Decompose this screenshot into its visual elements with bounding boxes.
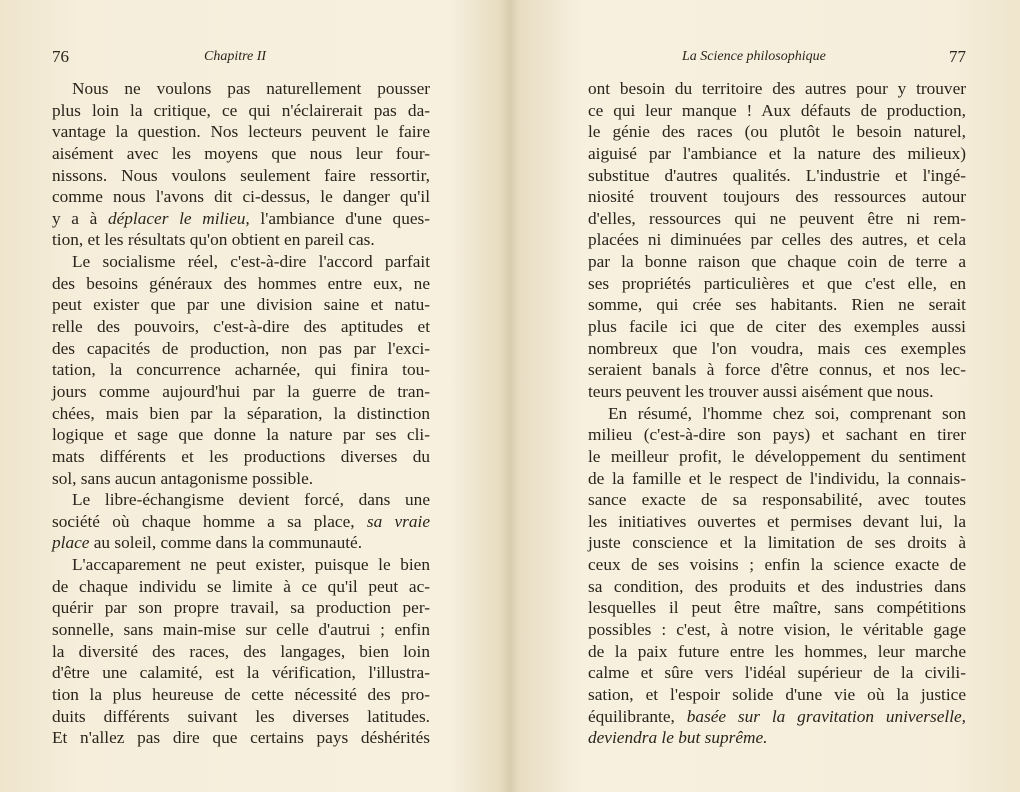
italic-text: place [52,533,90,553]
text-line: le meilleur profit, le développement du sentiment [588,446,966,466]
text-line: ceux de ses voisins ; enfin la science exacte de [588,555,966,575]
text-line: des capacités de production, non pas par l'exci- [52,338,430,358]
text-line: sa condition, des produits et des industries dans [588,576,966,596]
right-page-text [588,78,966,749]
text-line: L'accaparement ne peut exister, puisque le bien [72,555,430,575]
text-line: duits différents suivant les diverses latitudes. [52,706,430,726]
text-line: le génie des races (ou plutôt le besoin naturel, [588,122,966,142]
text-segment: équilibrante, [588,706,687,726]
italic-text: basée sur la gravitation universelle, [686,706,966,726]
text-line: lesquelles il peut être maître, sans compétitions [588,598,966,618]
text-line: substitue d'autres qualités. L'industrie et l'ingé- [588,165,966,185]
text-line: les initiatives ouvertes et permises devant lui, la [588,511,966,531]
text-line: nissons. Nous voulons seulement faire ressortir, [52,165,430,185]
text-segment: au soleil, comme dans la communauté. [89,533,363,553]
text-line: vantage la question. Nos lecteurs peuvent le faire [52,122,430,142]
text-line: Le libre-échangisme devient forcé, dans une [72,490,430,510]
text-line: seraient banals à force d'être connus, et nos lec- [588,360,966,380]
text-line: d'être une calamité, est la vérification, l'illustra- [52,663,430,683]
text-line: ce qui leur manque ! Aux défauts de production, [588,100,966,120]
text-line: quérir par son propre travail, sa production per- [52,598,430,618]
italic-text: déplacer le milieu, [107,208,250,228]
page-number: 76 [52,47,69,66]
text-line: nombreux que l'on voudra, mais ces exemples [588,338,966,358]
text-line: deviendra le but suprême. [588,728,768,748]
text-line: la diversité des races, des langages, bien loin [52,641,430,661]
text-line: sance exacte de sa responsabilité, avec toutes [588,490,966,510]
text-line: ont besoin du territoire des autres pour y trouver [588,79,966,98]
text-line: des besoins généraux des hommes entre eux, ne [52,273,430,293]
text-segment: société où chaque homme a sa place, [52,511,367,531]
text-line: de la paix future entre les hommes, leur marche [588,641,966,661]
text-line: relle des pouvoirs, c'est-à-dire des aptitudes et [52,317,430,337]
text-line: plus loin la critique, ce qui n'éclairerait pas da- [52,100,430,120]
text-line: niosité trouvent toujours des ressources autour [588,187,966,207]
text-line: aiguisé par l'ambiance et la nature des milieux) [588,143,966,163]
text-line: par la bonne raison que chaque coin de terre a [588,252,966,272]
text-line: plus facile ici que de citer des exemples aussi [588,317,966,337]
text-line: juste conscience et la limitation de ses droits à [588,533,966,553]
text-line: comme nous l'avons dit ci-dessus, le danger qu'il [52,187,430,207]
page-number: 77 [949,47,966,66]
text-line: de chaque individu se limite à ce qu'il peut ac- [52,576,430,596]
text-line: sonnelle, sans main-mise sur celle d'autrui ; enfin [52,620,430,640]
text-line: placées ni diminuées par celles des autres, et cela [588,230,966,250]
text-line: possibles : c'est, à notre vision, le véritable gage [588,620,966,640]
text-line: mats différents et les productions diverses du [52,446,430,466]
text-line [52,532,430,554]
text-line: sation, et l'espoir solide d'une vie où la justice [588,684,966,704]
text-line: tation, la concurrence acharnée, qui finira tou- [52,360,430,380]
text-line: Nous ne voulons pas naturellement pousser [72,79,430,98]
right-page [512,0,1020,792]
text-line [588,706,966,728]
text-line: tion la plus heureuse de cette nécessité des pro- [52,684,430,704]
text-line: chées, mais bien par la séparation, la distinction [52,403,430,423]
running-header: Chapitre II [204,49,267,64]
text-line: d'elles, ressources qui ne peuvent être ni rem- [588,208,966,228]
left-page-header [52,44,430,70]
text-segment: l'ambiance d'une ques- [249,208,430,228]
italic-text: sa vraie [366,511,430,531]
text-line: jours comme aujourd'hui par la guerre de tran- [52,381,430,401]
text-line: de la famille et le respect de l'individu, la connais- [588,468,966,488]
text-line: milieu (c'est-à-dire son pays) et sachant en tirer [588,425,966,445]
right-page-header [590,44,966,70]
text-line: tion, et les résultats qu'on obtient en pareil cas. [52,230,375,250]
text-line: teurs peuvent les trouver aussi aisément que nous. [588,381,934,401]
text-segment: y a à [52,208,108,228]
text-line: ses propriétés particulières et que c'est elle, en [588,273,966,293]
text-line: aisément avec les moyens que nous leur four- [52,143,430,163]
text-line [52,208,430,230]
left-page [0,0,508,792]
running-header: La Science philosophique [682,49,826,64]
text-line: sol, sans aucun antagonisme possible. [52,468,314,488]
text-line: Et n'allez pas dire que certains pays déshérités [52,728,430,748]
text-line: peut exister que par une division saine et natu- [52,295,430,315]
text-line: Le socialisme réel, c'est-à-dire l'accord parfait [72,252,430,272]
left-page-text [52,78,430,749]
text-line: logique et sage que donne la nature par ses cli- [52,425,430,445]
text-line: calme et sûre vers l'idéal supérieur de la civili- [588,663,966,683]
text-line: somme, qui crée ses habitants. Rien ne serait [588,295,966,315]
text-line [52,511,430,533]
text-line: En résumé, l'homme chez soi, comprenant son [608,403,966,423]
